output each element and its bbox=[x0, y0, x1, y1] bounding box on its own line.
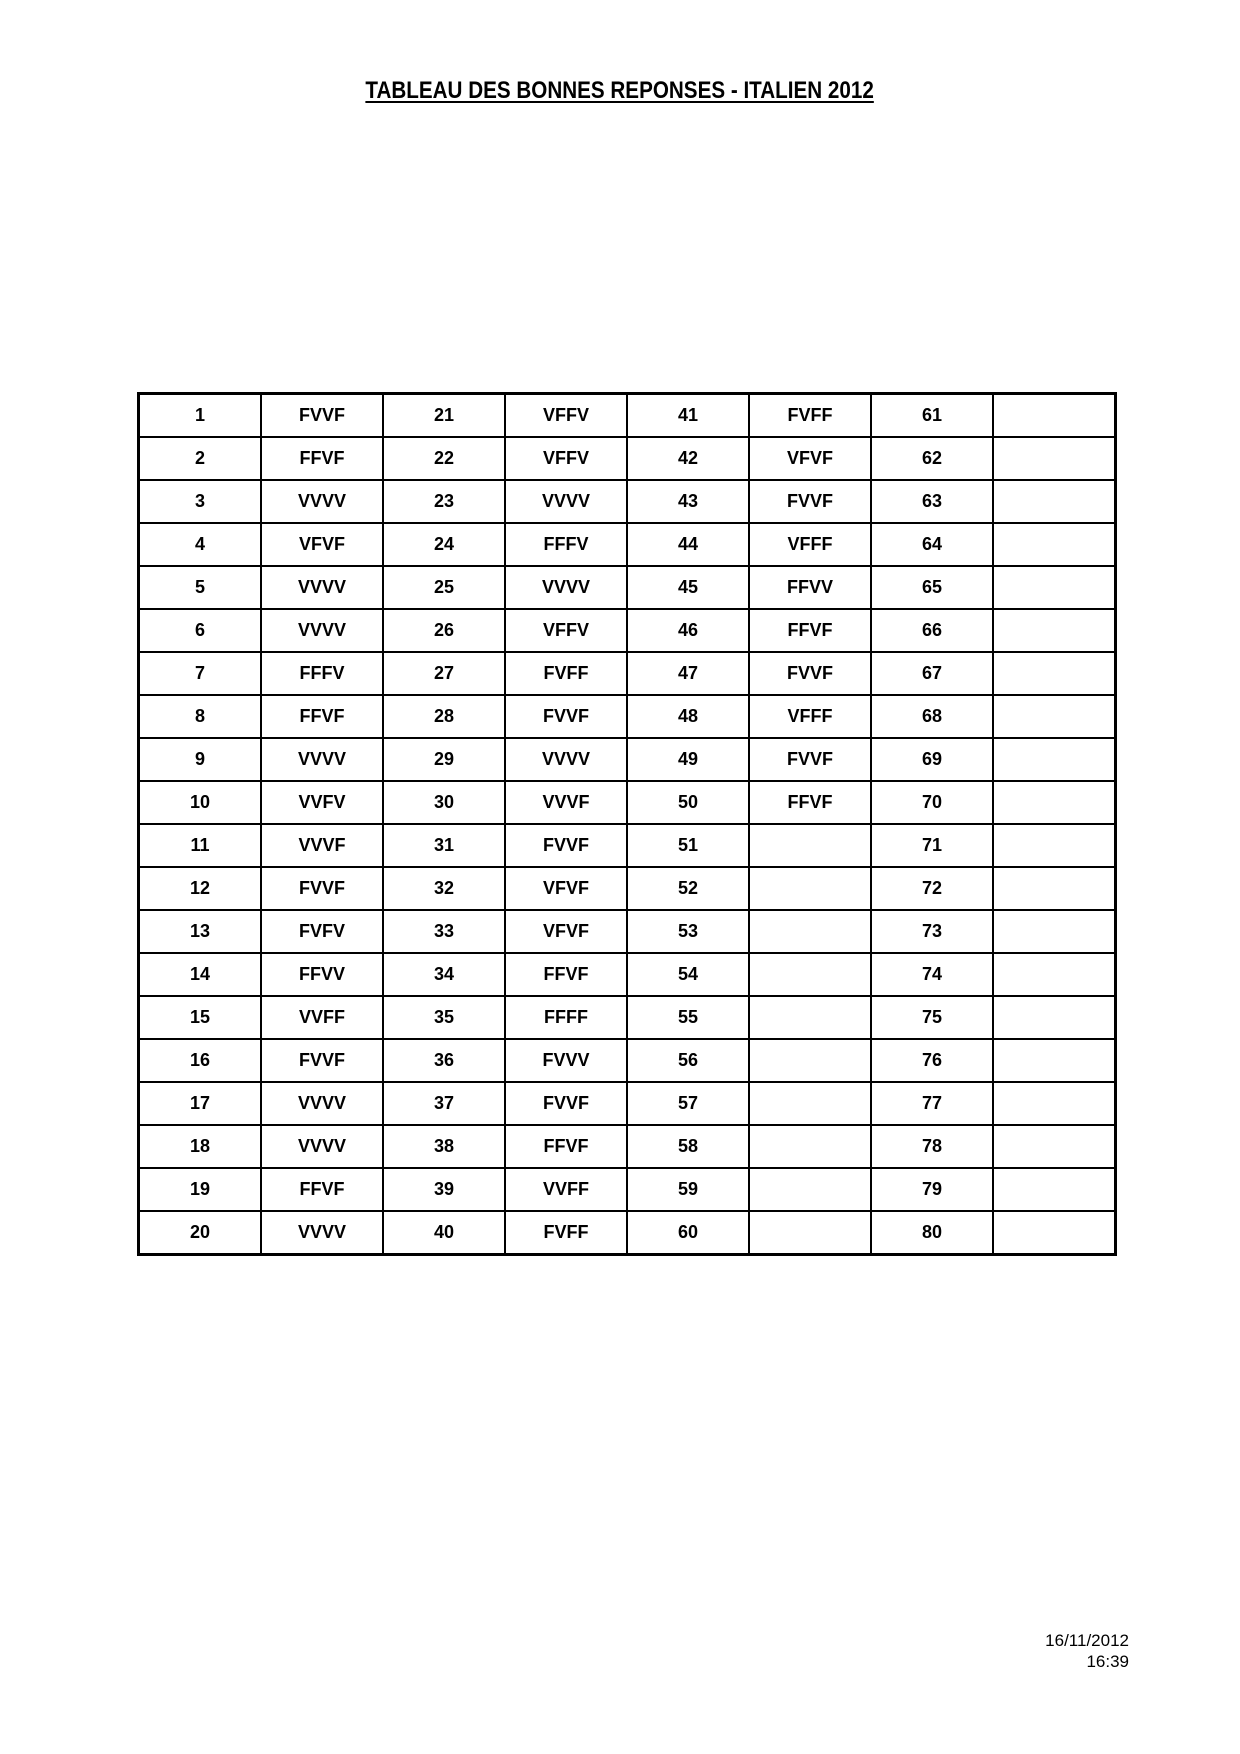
page-title-text: TABLEAU DES BONNES REPONSES - ITALIEN 2012 bbox=[365, 77, 875, 104]
question-number-cell: 54 bbox=[627, 953, 749, 996]
answer-cell: FVVF bbox=[505, 1082, 627, 1125]
answer-cell: VFFF bbox=[749, 523, 871, 566]
question-number-cell: 53 bbox=[627, 910, 749, 953]
answer-cell: VVVF bbox=[505, 781, 627, 824]
question-number-cell: 16 bbox=[139, 1039, 262, 1082]
answer-cell bbox=[993, 523, 1116, 566]
question-number-cell: 63 bbox=[871, 480, 993, 523]
answer-cell bbox=[993, 437, 1116, 480]
question-number-cell: 4 bbox=[139, 523, 262, 566]
question-number-cell: 48 bbox=[627, 695, 749, 738]
table-row bbox=[139, 1168, 1116, 1211]
question-number-cell: 41 bbox=[627, 394, 749, 438]
question-number-cell: 60 bbox=[627, 1211, 749, 1255]
question-number-cell: 11 bbox=[139, 824, 262, 867]
answer-table-body bbox=[139, 394, 1116, 1255]
answer-cell bbox=[749, 953, 871, 996]
question-number-cell: 64 bbox=[871, 523, 993, 566]
answer-cell: FFVV bbox=[749, 566, 871, 609]
answer-cell: VFVF bbox=[261, 523, 383, 566]
question-number-cell: 34 bbox=[383, 953, 505, 996]
answer-cell bbox=[749, 824, 871, 867]
question-number-cell: 24 bbox=[383, 523, 505, 566]
question-number-cell: 70 bbox=[871, 781, 993, 824]
question-number-cell: 56 bbox=[627, 1039, 749, 1082]
answer-cell bbox=[993, 1168, 1116, 1211]
table-row bbox=[139, 1082, 1116, 1125]
answer-cell bbox=[749, 1039, 871, 1082]
question-number-cell: 45 bbox=[627, 566, 749, 609]
table-row bbox=[139, 1125, 1116, 1168]
question-number-cell: 5 bbox=[139, 566, 262, 609]
question-number-cell: 62 bbox=[871, 437, 993, 480]
question-number-cell: 27 bbox=[383, 652, 505, 695]
question-number-cell: 46 bbox=[627, 609, 749, 652]
question-number-cell: 58 bbox=[627, 1125, 749, 1168]
answer-cell bbox=[993, 867, 1116, 910]
question-number-cell: 79 bbox=[871, 1168, 993, 1211]
answer-cell bbox=[749, 1125, 871, 1168]
answer-cell: FFVF bbox=[261, 1168, 383, 1211]
answer-cell: FVVF bbox=[505, 824, 627, 867]
table-row bbox=[139, 867, 1116, 910]
answer-cell: FVVF bbox=[749, 480, 871, 523]
print-time: 16:39 bbox=[1086, 1652, 1129, 1671]
page-title bbox=[0, 76, 1240, 106]
answer-cell bbox=[993, 652, 1116, 695]
question-number-cell: 1 bbox=[139, 394, 262, 438]
question-number-cell: 26 bbox=[383, 609, 505, 652]
question-number-cell: 28 bbox=[383, 695, 505, 738]
answer-cell: VVVV bbox=[261, 480, 383, 523]
answer-cell: VVVV bbox=[505, 566, 627, 609]
answer-cell: VVVV bbox=[261, 738, 383, 781]
answer-cell bbox=[993, 609, 1116, 652]
question-number-cell: 74 bbox=[871, 953, 993, 996]
answer-cell: FFFV bbox=[261, 652, 383, 695]
answer-table bbox=[137, 392, 1117, 1256]
question-number-cell: 25 bbox=[383, 566, 505, 609]
question-number-cell: 18 bbox=[139, 1125, 262, 1168]
answer-cell: VVVF bbox=[261, 824, 383, 867]
question-number-cell: 40 bbox=[383, 1211, 505, 1255]
question-number-cell: 43 bbox=[627, 480, 749, 523]
table-row bbox=[139, 1039, 1116, 1082]
question-number-cell: 66 bbox=[871, 609, 993, 652]
question-number-cell: 6 bbox=[139, 609, 262, 652]
answer-cell bbox=[993, 781, 1116, 824]
answer-cell bbox=[749, 1211, 871, 1255]
question-number-cell: 73 bbox=[871, 910, 993, 953]
question-number-cell: 44 bbox=[627, 523, 749, 566]
answer-cell bbox=[993, 824, 1116, 867]
table-row bbox=[139, 1211, 1116, 1255]
answer-cell: FVFF bbox=[749, 394, 871, 438]
answer-cell: FVFF bbox=[505, 1211, 627, 1255]
question-number-cell: 61 bbox=[871, 394, 993, 438]
table-row bbox=[139, 609, 1116, 652]
answer-cell: FFVV bbox=[261, 953, 383, 996]
question-number-cell: 29 bbox=[383, 738, 505, 781]
answer-cell bbox=[993, 695, 1116, 738]
question-number-cell: 8 bbox=[139, 695, 262, 738]
question-number-cell: 75 bbox=[871, 996, 993, 1039]
question-number-cell: 49 bbox=[627, 738, 749, 781]
answer-cell: FFVF bbox=[749, 781, 871, 824]
question-number-cell: 31 bbox=[383, 824, 505, 867]
question-number-cell: 30 bbox=[383, 781, 505, 824]
answer-cell: FVVV bbox=[505, 1039, 627, 1082]
table-row bbox=[139, 437, 1116, 480]
answer-cell bbox=[993, 1039, 1116, 1082]
table-row bbox=[139, 394, 1116, 438]
answer-cell: FVVF bbox=[261, 867, 383, 910]
answer-cell bbox=[993, 953, 1116, 996]
question-number-cell: 19 bbox=[139, 1168, 262, 1211]
question-number-cell: 9 bbox=[139, 738, 262, 781]
question-number-cell: 52 bbox=[627, 867, 749, 910]
answer-cell: FVVF bbox=[261, 1039, 383, 1082]
question-number-cell: 17 bbox=[139, 1082, 262, 1125]
answer-cell: FFVF bbox=[505, 1125, 627, 1168]
answer-cell: VVVV bbox=[261, 1211, 383, 1255]
answer-cell: FFVF bbox=[261, 695, 383, 738]
question-number-cell: 55 bbox=[627, 996, 749, 1039]
answer-cell: VVFF bbox=[505, 1168, 627, 1211]
question-number-cell: 14 bbox=[139, 953, 262, 996]
question-number-cell: 42 bbox=[627, 437, 749, 480]
answer-cell: VVFV bbox=[261, 781, 383, 824]
answer-cell: VFVF bbox=[505, 910, 627, 953]
table-row bbox=[139, 480, 1116, 523]
answer-cell bbox=[749, 1168, 871, 1211]
table-row bbox=[139, 523, 1116, 566]
table-row bbox=[139, 781, 1116, 824]
question-number-cell: 32 bbox=[383, 867, 505, 910]
answer-cell: FVVF bbox=[505, 695, 627, 738]
answer-cell: FFVF bbox=[505, 953, 627, 996]
question-number-cell: 50 bbox=[627, 781, 749, 824]
answer-cell bbox=[993, 480, 1116, 523]
answer-cell: FVVF bbox=[749, 738, 871, 781]
answer-cell bbox=[993, 1211, 1116, 1255]
question-number-cell: 68 bbox=[871, 695, 993, 738]
answer-cell: FVFF bbox=[505, 652, 627, 695]
question-number-cell: 39 bbox=[383, 1168, 505, 1211]
answer-cell bbox=[749, 996, 871, 1039]
question-number-cell: 51 bbox=[627, 824, 749, 867]
question-number-cell: 76 bbox=[871, 1039, 993, 1082]
question-number-cell: 12 bbox=[139, 867, 262, 910]
question-number-cell: 59 bbox=[627, 1168, 749, 1211]
answer-cell: FVVF bbox=[261, 394, 383, 438]
answer-cell bbox=[993, 394, 1116, 438]
answer-cell: VVVV bbox=[261, 1082, 383, 1125]
answer-cell: FVVF bbox=[749, 652, 871, 695]
answer-cell: VVVV bbox=[505, 738, 627, 781]
question-number-cell: 22 bbox=[383, 437, 505, 480]
question-number-cell: 13 bbox=[139, 910, 262, 953]
table-row bbox=[139, 824, 1116, 867]
question-number-cell: 67 bbox=[871, 652, 993, 695]
question-number-cell: 20 bbox=[139, 1211, 262, 1255]
question-number-cell: 2 bbox=[139, 437, 262, 480]
answer-cell: FVFV bbox=[261, 910, 383, 953]
table-row bbox=[139, 738, 1116, 781]
answer-cell: VFFF bbox=[749, 695, 871, 738]
question-number-cell: 71 bbox=[871, 824, 993, 867]
answer-cell: VFFV bbox=[505, 437, 627, 480]
question-number-cell: 15 bbox=[139, 996, 262, 1039]
answer-cell bbox=[749, 1082, 871, 1125]
answer-cell: VFVF bbox=[749, 437, 871, 480]
question-number-cell: 69 bbox=[871, 738, 993, 781]
table-row bbox=[139, 910, 1116, 953]
question-number-cell: 72 bbox=[871, 867, 993, 910]
table-row bbox=[139, 996, 1116, 1039]
table-row bbox=[139, 695, 1116, 738]
answer-cell bbox=[993, 738, 1116, 781]
answer-cell: FFFV bbox=[505, 523, 627, 566]
question-number-cell: 3 bbox=[139, 480, 262, 523]
answer-cell bbox=[749, 867, 871, 910]
answer-cell: VVVV bbox=[505, 480, 627, 523]
table-row bbox=[139, 652, 1116, 695]
answer-cell bbox=[993, 1125, 1116, 1168]
answer-cell: VFVF bbox=[505, 867, 627, 910]
answer-cell: FFVF bbox=[261, 437, 383, 480]
answer-cell bbox=[993, 996, 1116, 1039]
question-number-cell: 80 bbox=[871, 1211, 993, 1255]
table-row bbox=[139, 566, 1116, 609]
question-number-cell: 78 bbox=[871, 1125, 993, 1168]
answer-cell: FFVF bbox=[749, 609, 871, 652]
question-number-cell: 37 bbox=[383, 1082, 505, 1125]
question-number-cell: 33 bbox=[383, 910, 505, 953]
answer-cell bbox=[993, 566, 1116, 609]
question-number-cell: 77 bbox=[871, 1082, 993, 1125]
question-number-cell: 47 bbox=[627, 652, 749, 695]
table-row bbox=[139, 953, 1116, 996]
question-number-cell: 57 bbox=[627, 1082, 749, 1125]
question-number-cell: 10 bbox=[139, 781, 262, 824]
answer-cell bbox=[993, 910, 1116, 953]
answer-cell: VVVV bbox=[261, 609, 383, 652]
question-number-cell: 36 bbox=[383, 1039, 505, 1082]
print-date: 16/11/2012 bbox=[1045, 1631, 1129, 1650]
answer-cell: VVVV bbox=[261, 566, 383, 609]
answer-cell: VFFV bbox=[505, 394, 627, 438]
answer-cell bbox=[749, 910, 871, 953]
answer-cell: FFFF bbox=[505, 996, 627, 1039]
question-number-cell: 65 bbox=[871, 566, 993, 609]
question-number-cell: 21 bbox=[383, 394, 505, 438]
answer-cell: VVVV bbox=[261, 1125, 383, 1168]
print-timestamp bbox=[1045, 1630, 1129, 1672]
question-number-cell: 35 bbox=[383, 996, 505, 1039]
question-number-cell: 23 bbox=[383, 480, 505, 523]
answer-cell: VVFF bbox=[261, 996, 383, 1039]
answer-cell: VFFV bbox=[505, 609, 627, 652]
question-number-cell: 38 bbox=[383, 1125, 505, 1168]
answer-cell bbox=[993, 1082, 1116, 1125]
question-number-cell: 7 bbox=[139, 652, 262, 695]
